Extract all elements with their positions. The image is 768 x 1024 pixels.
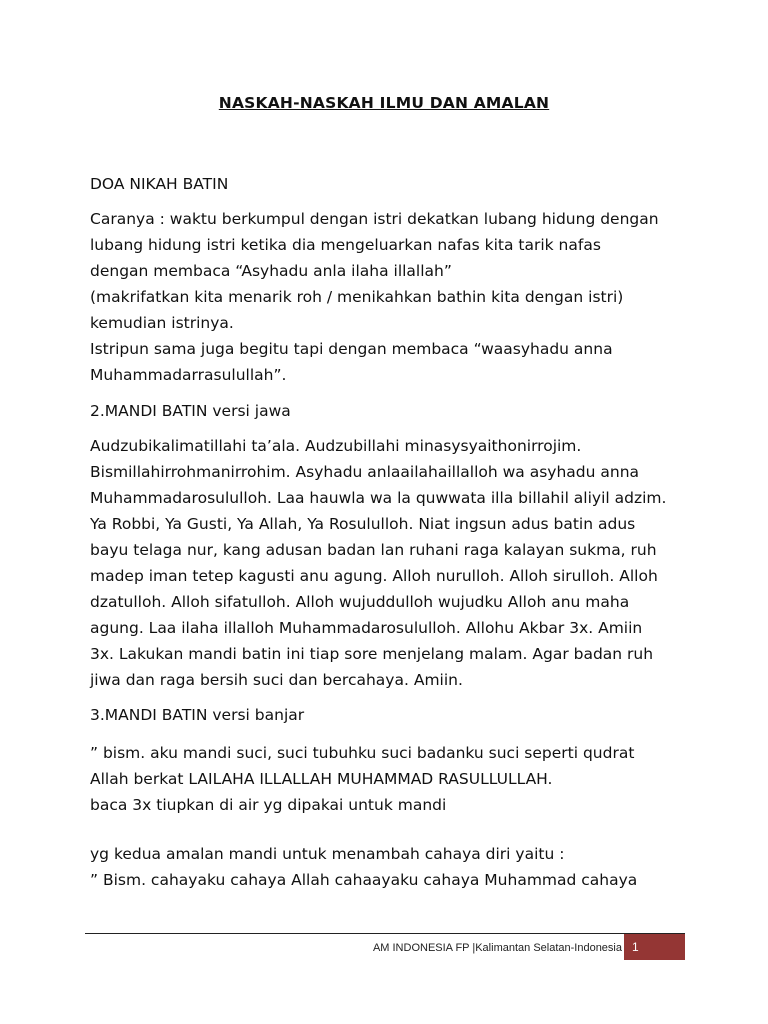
text-line: yg kedua amalan mandi untuk menambah cahaya diri yaitu : [90, 845, 565, 863]
page-title: NASKAH-NASKAH ILMU DAN AMALAN [218, 94, 550, 112]
text-line: dengan membaca “Asyhadu anla ilaha illallah” [90, 262, 452, 280]
text-line: ” Bism. cahayaku cahaya Allah cahaayaku cahaya Muhammad cahaya [90, 871, 638, 889]
paragraph-mandi-batin-banjar [90, 740, 710, 818]
text-line: 3.MANDI BATIN versi banjar [90, 706, 305, 724]
text-line: Bismillahirrohmanirrohim. Asyhadu anlaailahaillalloh wa asyhadu anna [90, 463, 640, 481]
text-line: dzatulloh. Alloh sifatulloh. Alloh wujuddulloh wujudku Alloh anu maha [90, 593, 630, 611]
text-line: (makrifatkan kita menarik roh / menikahkan bathin kita dengan istri) [90, 288, 624, 306]
text-line: agung. Laa ilaha illalloh Muhammadarosululloh. Allohu Akbar 3x. Amiin [90, 619, 643, 637]
paragraph-mandi-batin-jawa [90, 433, 710, 693]
text-line: kemudian istrinya. [90, 314, 234, 332]
paragraph-caranya [90, 206, 710, 388]
text-line: Caranya : waktu berkumpul dengan istri dekatkan lubang hidung dengan [90, 210, 659, 228]
page-number-badge: 1 [624, 934, 685, 960]
heading-mandi-batin-banjar [90, 702, 710, 728]
text-line: Istripun sama juga begitu tapi dengan membaca “waasyhadu anna [90, 340, 613, 358]
text-line: lubang hidung istri ketika dia mengeluarkan nafas kita tarik nafas [90, 236, 601, 254]
footer-divider [85, 933, 685, 934]
text-line: baca 3x tiupkan di air yg dipakai untuk mandi [90, 796, 447, 814]
text-line: jiwa dan raga bersih suci dan bercahaya. Amiin. [90, 671, 463, 689]
text-line: Muhammadarrasulullah”. [90, 366, 287, 384]
text-line: Muhammadarosululloh. Laa hauwla wa la quwwata illa billahil aliyil adzim. [90, 489, 667, 507]
text-line: Ya Robbi, Ya Gusti, Ya Allah, Ya Rosululloh. Niat ingsun adus batin adus [90, 515, 636, 533]
paragraph-amalan-cahaya [90, 841, 710, 893]
text-line: Audzubikalimatillahi ta’ala. Audzubillahi minasysyaithonirrojim. [90, 437, 582, 455]
text-line: madep iman tetep kagusti anu agung. Alloh nurulloh. Alloh sirulloh. Alloh [90, 567, 658, 585]
heading-doa-nikah-batin [90, 171, 710, 197]
heading-mandi-batin-jawa [90, 398, 710, 424]
text-line: Allah berkat LAILAHA ILLALLAH MUHAMMAD RASULLULLAH. [90, 770, 553, 788]
text-line: DOA NIKAH BATIN [90, 175, 229, 193]
text-line: 3x. Lakukan mandi batin ini tiap sore menjelang malam. Agar badan ruh [90, 645, 654, 663]
footer-text: AM INDONESIA FP |Kalimantan Selatan-Indonesia [372, 942, 622, 954]
text-line: 2.MANDI BATIN versi jawa [90, 402, 291, 420]
text-line: bayu telaga nur, kang adusan badan lan ruhani raga kalayan sukma, ruh [90, 541, 657, 559]
text-line: ” bism. aku mandi suci, suci tubuhku suci badanku suci seperti qudrat [90, 744, 635, 762]
